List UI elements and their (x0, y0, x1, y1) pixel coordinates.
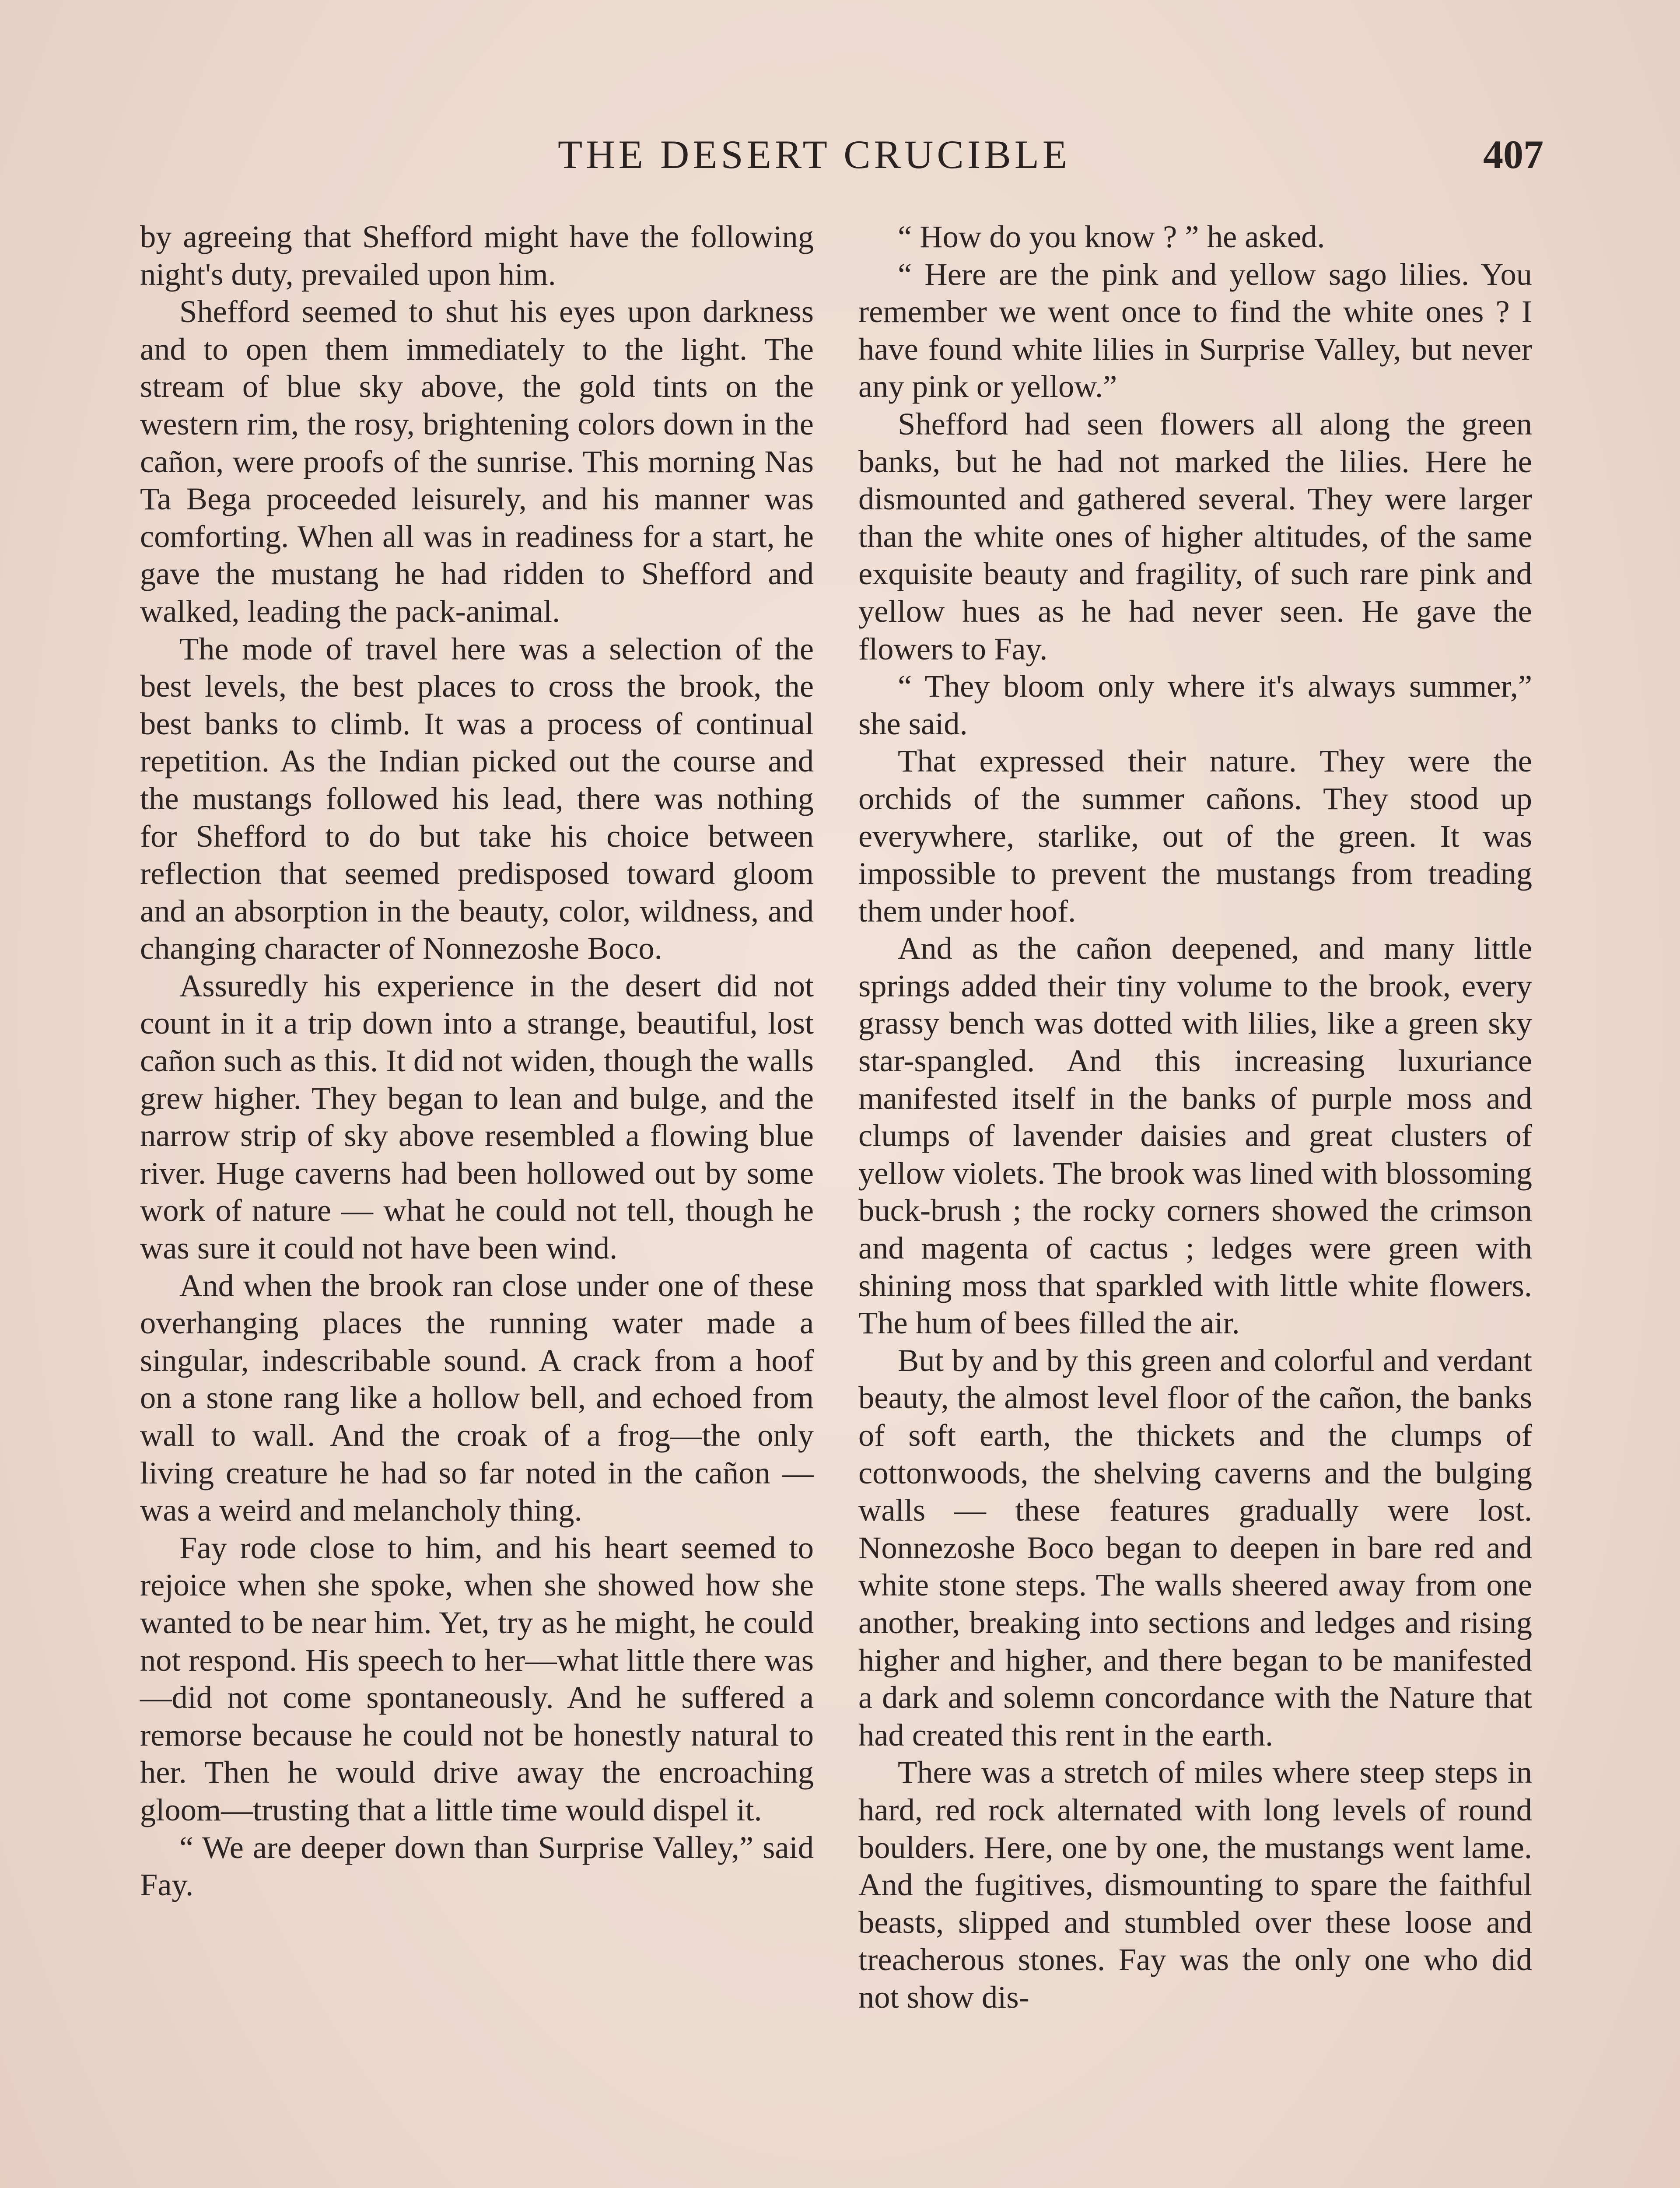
paragraph: by agreeing that Shefford might have the following night's duty, prevailed upon him. (140, 219, 814, 292)
paragraph: Shefford had seen flowers all along the green banks, but he had not marked the lilies. Here he dismounted and gathered several. They were larger than the white ones of higher altitudes, of the same exquisite beauty and fragility, of such rare pink and yellow hues as he had never seen. He gave the flowers to Fay. (858, 406, 1532, 666)
paragraph: That expressed their nature. They were the orchids of the summer cañons. They stood up everywhere, starlike, out of the green. It was impossible to prevent the mustangs from treading them under hoof. (858, 743, 1532, 929)
running-header (0, 131, 1680, 184)
paragraph: “ They bloom only where it's always summer,” she said. (858, 668, 1532, 741)
paragraph: “ We are deeper down than Surprise Valley,” said Fay. (140, 1829, 814, 1903)
paragraph: Shefford seemed to shut his eyes upon darkness and to open them immediately to the light. The stream of blue sky above, the gold tints on the western rim, the rosy, brightening colors down in the cañon, were proofs of the sunrise. This morning Nas Ta Bega proceeded leisurely, and his manner was comforting. When all was in readiness for a start, he gave the mustang he had ridden to Shefford and walked, leading the pack-animal. (140, 294, 814, 629)
paragraph: The mode of travel here was a selection of the best levels, the best places to cross the brook, the best banks to climb. It was a process of continual repetition. As the Indian picked out the course and the mustangs followed his lead, there was nothing for Shefford to do but take his choice between reflection that seemed predisposed toward gloom and an absorption in the beauty, color, wildness, and changing character of Nonnezoshe Boco. (140, 631, 814, 966)
paragraph: Assuredly his experience in the desert did not count in it a trip down into a strange, beautiful, lost cañon such as this. It did not widen, though the walls grew higher. They began to lean and bulge, and the narrow strip of sky above resembled a flowing blue river. Huge caverns had been hollowed out by some work of nature — what he could not tell, though he was sure it could not have been wind. (140, 968, 814, 1266)
paragraph: “ How do you know ? ” he asked. (898, 219, 1325, 254)
paragraph: There was a stretch of miles where steep steps in hard, red rock alternated with long levels of round boulders. Here, one by one, the mustangs went lame. And the fugitives, dismounting to spare the faithful beasts, slipped and stumbled over these loose and treacherous stones. Fay was the only one who did not show dis- (858, 1754, 1532, 2015)
paragraph: Fay rode close to him, and his heart seemed to rejoice when she spoke, when she showed how she wanted to be near him. Yet, try as he might, he could not respond. His speech to her—what little there was—did not come spontaneously. And he suffered a remorse because he could not be honestly natural to her. Then he would drive away the encroaching gloom—trusting that a little time would dispel it. (140, 1529, 814, 1827)
paragraph: And as the cañon deepened, and many little springs added their tiny volume to the brook, every grassy bench was dotted with lilies, like a green sky star-spangled. And this increasing luxuriance manifested itself in the banks of purple moss and clumps of lavender daisies and great clusters of yellow violets. The brook was lined with blossoming buck-brush ; the rocky corners showed the crimson and magenta of cactus ; ledges were green with shining moss that sparkled with little white flowers. The hum of bees filled the air. (858, 930, 1532, 1341)
paragraph: And when the brook ran close under one of these overhanging places the running water made a singular, indescribable sound. A crack from a hoof on a stone rang like a hollow bell, and echoed from wall to wall. And the croak of a frog—the only living creature he had so far noted in the cañon — was a weird and melancholy thing. (140, 1267, 814, 1528)
paragraph: “ Here are the pink and yellow sago lilies. You remember we went once to find the white ones ? I have found white lilies in Surprise Valley, but never any pink or yellow.” (858, 256, 1532, 404)
right-column (858, 218, 1532, 2016)
paragraph: But by and by this green and colorful and verdant beauty, the almost level floor of the cañon, the banks of soft earth, the thickets and the clumps of cottonwoods, the shelving caverns and the bulging walls — these features gradually were lost. Nonnezoshe Boco began to deepen in bare red and white stone steps. The walls sheered away from one another, breaking into sections and ledges and rising higher and higher, and there began to be manifested a dark and solemn concordance with the Nature that had created this rent in the earth. (858, 1342, 1532, 1753)
running-title: THE DESERT CRUCIBLE (558, 132, 1071, 177)
left-column (140, 218, 814, 1904)
page-number: 407 (1483, 132, 1544, 177)
